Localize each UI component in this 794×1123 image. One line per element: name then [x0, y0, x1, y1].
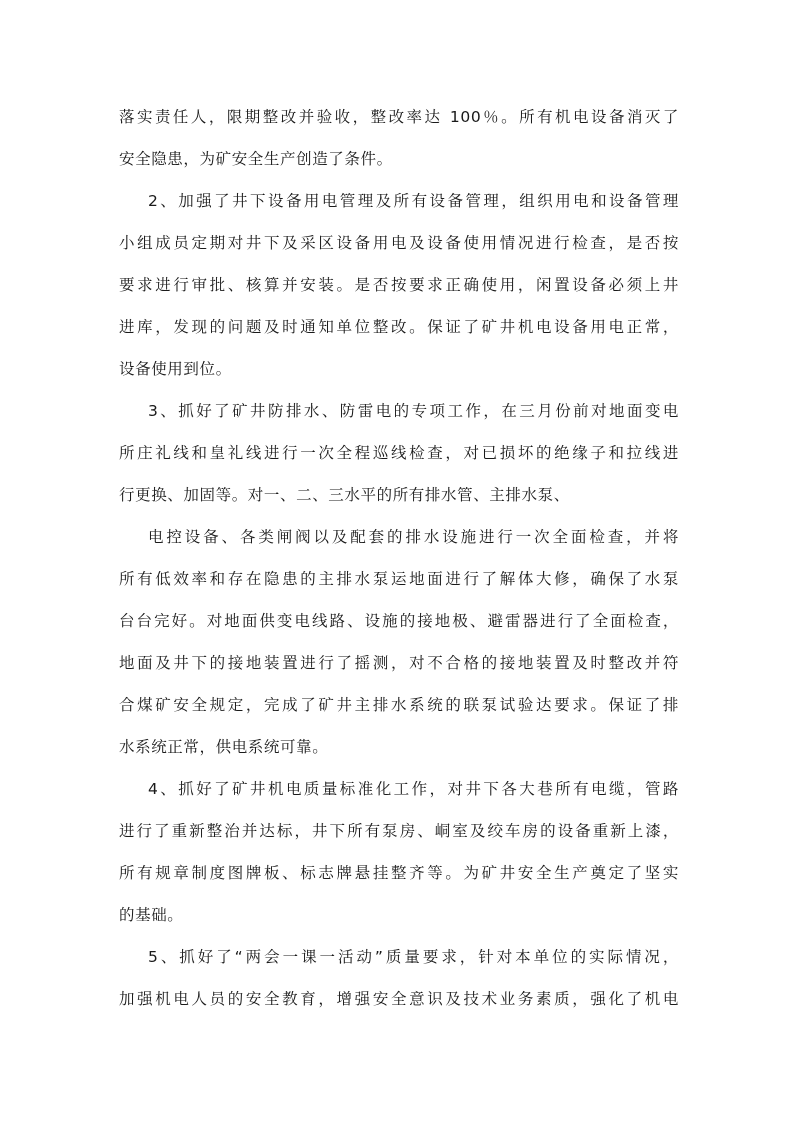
- text-line-22: 加强机电人员的安全教育，增强安全意识及技术业务素质，强化了机电: [119, 990, 679, 1008]
- text-line-11: 电控设备、各类闸阀以及配套的排水设施进行一次全面检查，并将: [148, 528, 679, 546]
- text-line-21: 5、抓好了“两会一课一活动”质量要求，针对本单位的实际情况，: [148, 948, 679, 966]
- text-line-16: 水系统正常，供电系统可靠。: [119, 738, 329, 756]
- text-line-9: 所庄礼线和皇礼线进行一次全程巡线检查，对已损坏的绝缘子和拉线进: [119, 444, 679, 462]
- text-line-18: 进行了重新整治并达标，井下所有泵房、峒室及绞车房的设备重新上漆，: [119, 822, 679, 840]
- text-line-14: 地面及井下的接地装置进行了摇测，对不合格的接地装置及时整改并符: [119, 654, 679, 672]
- text-line-7: 设备使用到位。: [119, 360, 232, 378]
- text-line-3: 2、加强了井下设备用电管理及所有设备管理，组织用电和设备管理: [148, 192, 679, 210]
- text-line-4: 小组成员定期对井下及采区设备用电及设备使用情况进行检查，是否按: [119, 234, 679, 252]
- text-line-17: 4、抓好了矿井机电质量标准化工作，对井下各大巷所有电缆，管路: [148, 780, 679, 798]
- text-line-1: 落实责任人，限期整改并验收，整改率达 100％。所有机电设备消灭了: [119, 108, 679, 126]
- text-line-12: 所有低效率和存在隐患的主排水泵运地面进行了解体大修，确保了水泵: [119, 570, 679, 588]
- text-line-8: 3、抓好了矿井防排水、防雷电的专项工作，在三月份前对地面变电: [148, 402, 679, 420]
- text-line-13: 台台完好。对地面供变电线路、设施的接地极、避雷器进行了全面检查，: [119, 612, 679, 630]
- text-line-5: 要求进行审批、核算并安装。是否按要求正确使用，闲置设备必须上井: [119, 276, 679, 294]
- text-line-15: 合煤矿安全规定，完成了矿井主排水系统的联泵试验达要求。保证了排: [119, 696, 679, 714]
- text-line-2: 安全隐患，为矿安全生产创造了条件。: [119, 150, 393, 168]
- text-line-19: 所有规章制度图牌板、标志牌悬挂整齐等。为矿井安全生产奠定了坚实: [119, 864, 679, 882]
- text-line-6: 进库，发现的问题及时通知单位整改。保证了矿井机电设备用电正常，: [119, 318, 679, 336]
- text-line-10: 行更换、加固等。对一、二、三水平的所有排水管、主排水泵、: [119, 486, 570, 504]
- text-line-20: 的基础。: [119, 906, 184, 924]
